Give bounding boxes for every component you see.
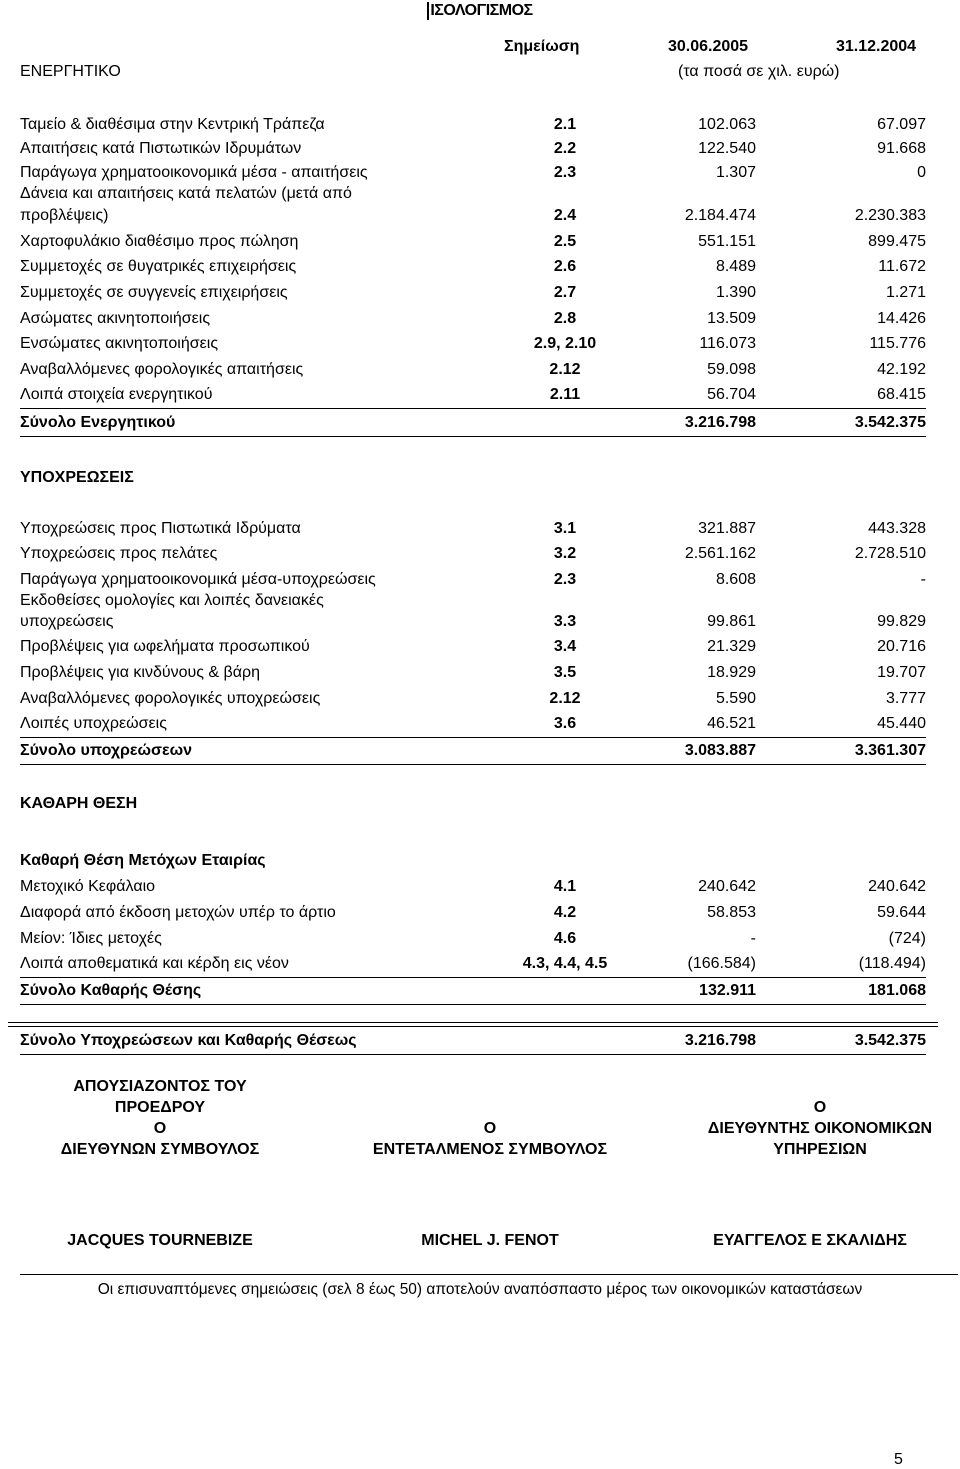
table-row: Λοιπά αποθεματικά και κέρδη εις νέον 4.3, 4.4, 4.5 (166.584) (118.494) (20, 955, 926, 978)
table-row: Ενσώματες ακινητοποιήσεις 2.9, 2.10 116.073 115.776 (20, 335, 926, 352)
equity-subheading: Καθαρή Θέση Μετόχων Εταιρίας (20, 852, 266, 869)
column-header-note: Σημείωση (504, 38, 580, 55)
units-note: (τα ποσά σε χιλ. ευρώ) (678, 63, 840, 80)
equity-heading: ΚΑΘΑΡΗ ΘΕΣΗ (20, 795, 138, 812)
table-row: Ταμείο & διαθέσιμα στην Κεντρική Τράπεζα 2.1 102.063 67.097 (20, 116, 926, 133)
table-row: προβλέψεις) 2.4 2.184.474 2.230.383 (20, 207, 926, 224)
table-row: Δάνεια και απαιτήσεις κατά πελατών (μετά από (20, 185, 352, 202)
table-row: Μετοχικό Κεφάλαιο 4.1 240.642 240.642 (20, 878, 926, 895)
signatory-name: MICHEL J. FENOT (421, 1232, 559, 1249)
table-row: Υποχρεώσεις προς πελάτες 3.2 2.561.162 2.728.510 (20, 545, 926, 562)
table-row: Διαφορά από έκδοση μετοχών υπέρ το άρτιο 4.2 58.853 59.644 (20, 904, 926, 921)
document-title: ΙΣΟΛΟΓΙΣΜΟΣ (0, 2, 960, 20)
divider-line (8, 1022, 938, 1023)
equity-total-row: Σύνολο Καθαρής Θέσης 132.911 181.068 (20, 982, 926, 1005)
column-header-date1: 30.06.2005 (668, 38, 749, 55)
signature-block-managing-director: Ο ΕΝΤΕΤΑΛΜΕΝΟΣ ΣΥΜΒΟΥΛΟΣ (372, 1120, 608, 1158)
table-row: Προβλέψεις για κινδύνους & βάρη 3.5 18.929 19.707 (20, 664, 926, 681)
signature-block-cfo: Ο ΔΙΕΥΘΥΝΤΗΣ ΟΙΚΟΝΟΜΙΚΩΝ ΥΠΗΡΕΣΙΩΝ (707, 1099, 933, 1158)
table-row: Λοιπές υποχρεώσεις 3.6 46.521 45.440 (20, 715, 926, 738)
assets-total-row: Σύνολο Ενεργητικού 3.216.798 3.542.375 (20, 414, 926, 437)
table-row: Χαρτοφυλάκιο διαθέσιμο προς πώληση 2.5 551.151 899.475 (20, 233, 926, 250)
table-row: Υποχρεώσεις προς Πιστωτικά Ιδρύματα 3.1 321.887 443.328 (20, 520, 926, 537)
table-row: Προβλέψεις για ωφελήματα προσωπικού 3.4 21.329 20.716 (20, 638, 926, 655)
signature-block-ceo: ΑΠΟΥΣΙΑΖΟΝΤΟΣ ΤΟΥ ΠΡΟΕΔΡΟΥ Ο ΔΙΕΥΘΥΝΩΝ ΣΥΜΒΟΥΛΟΣ (60, 1078, 260, 1158)
footer-rule (20, 1274, 958, 1275)
table-row: Αναβαλλόμενες φορολογικές απαιτήσεις 2.12 59.098 42.192 (20, 361, 926, 378)
table-row: Λοιπά στοιχεία ενεργητικού 2.11 56.704 68.415 (20, 386, 926, 409)
assets-heading: ΕΝΕΡΓΗΤΙΚΟ (20, 63, 121, 80)
footnote: Οι επισυναπτόμενες σημειώσεις (σελ 8 έως 50) αποτελούν αναπόσπαστο μέρος των οικονομικών καταστάσεων (97, 1281, 863, 1298)
liabilities-heading: ΥΠΟΧΡΕΩΣΕΙΣ (20, 469, 134, 486)
table-row: υποχρεώσεις 3.3 99.861 99.829 (20, 613, 926, 630)
column-header-date2: 31.12.2004 (836, 38, 917, 55)
table-row: Ασώματες ακινητοποιήσεις 2.8 13.509 14.426 (20, 310, 926, 327)
divider-line (8, 1026, 938, 1027)
grand-total-row: Σύνολο Υποχρεώσεων και Καθαρής Θέσεως 3.216.798 3.542.375 (20, 1032, 926, 1055)
table-row: Παράγωγα χρηματοοικονομικά μέσα - απαιτήσεις 2.3 1.307 0 (20, 164, 926, 181)
page-number: 5 (894, 1451, 903, 1468)
liabilities-total-row: Σύνολο υποχρεώσεων 3.083.887 3.361.307 (20, 742, 926, 765)
table-row: Παράγωγα χρηματοοικονομικά μέσα-υποχρεώσεις 2.3 8.608 - (20, 571, 926, 588)
table-row: Απαιτήσεις κατά Πιστωτικών Ιδρυμάτων 2.2 122.540 91.668 (20, 140, 926, 157)
signatory-name: ΕΥΑΓΓΕΛΟΣ Ε ΣΚΑΛΙΔΗΣ (713, 1232, 907, 1249)
table-row: Εκδοθείσες ομολογίες και λοιπές δανειακές (20, 592, 324, 609)
table-row: Μείον: Ίδιες μετοχές 4.6 - (724) (20, 930, 926, 947)
signatory-name: JACQUES TOURNEBIZE (67, 1232, 253, 1249)
table-row: Συμμετοχές σε συγγενείς επιχειρήσεις 2.7 1.390 1.271 (20, 284, 926, 301)
table-row: Αναβαλλόμενες φορολογικές υποχρεώσεις 2.12 5.590 3.777 (20, 690, 926, 707)
table-row: Συμμετοχές σε θυγατρικές επιχειρήσεις 2.6 8.489 11.672 (20, 258, 926, 275)
